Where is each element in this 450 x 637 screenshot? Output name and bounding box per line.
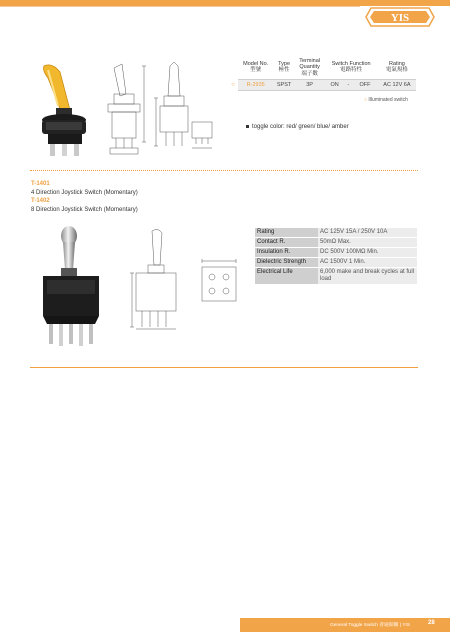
header-terminals: Terminal Quantity 端子數 (299, 58, 321, 77)
table-row (255, 268, 417, 285)
cell-type: SPST (273, 79, 294, 90)
footer-text: General Toggle Switch 普通開關 | YIS (330, 623, 411, 628)
rating-key: Electrical Life (255, 268, 318, 285)
rating-key: Dielectric Strength (255, 258, 318, 268)
product2-rating-table (255, 228, 417, 285)
table-row (255, 238, 417, 248)
toggle-switch-drawing (100, 58, 230, 158)
cell-function-3: OFF (352, 79, 378, 90)
cell-terminals: 3P (295, 79, 325, 90)
rating-key: Insulation R. (255, 248, 318, 258)
joystick-switch-drawing (122, 225, 252, 335)
product2-titles (31, 180, 138, 214)
rating-key: Rating (255, 228, 318, 238)
cell-model: R-2935 (238, 79, 273, 90)
rating-value: 50mΩ Max. (318, 238, 417, 248)
illuminated-note (364, 97, 408, 103)
cell-rating: AC 12V 6A (378, 79, 416, 90)
joystick-switch-photo (33, 222, 113, 352)
row-bullet-icon: ○ (228, 79, 238, 90)
header-rule (0, 6, 360, 7)
table-row (255, 258, 417, 268)
illuminated-note-text: Illuminated switch (368, 97, 408, 103)
header-rating: Rating 電氣規格 (385, 61, 408, 74)
table-row (228, 79, 416, 90)
header-type: Type 極性 (278, 61, 291, 74)
header-model: Model No. 型號 (243, 61, 269, 74)
color-note (246, 124, 349, 130)
section-divider (30, 170, 418, 171)
rating-value: DC 500V 100MΩ Min. (318, 248, 417, 258)
rating-value: AC 1500V 1 Min. (318, 258, 417, 268)
section-divider-bottom (30, 367, 418, 368)
square-bullet-icon (246, 125, 249, 128)
table-row (255, 248, 417, 258)
product1-spec-table (228, 56, 416, 91)
color-note-text: toggle color: red/ green/ blue/ amber (252, 124, 349, 130)
product-code: T-1402 (31, 198, 50, 204)
toggle-switch-photo (30, 60, 98, 160)
rating-key: Contact R. (255, 238, 318, 248)
rating-value: 6,000 make and break cycles at full load (318, 268, 417, 285)
product-code: T-1401 (31, 181, 50, 187)
table-row (255, 228, 417, 238)
product-description: 4 Direction Joystick Switch (Momentary) (31, 189, 138, 196)
bullet-col (228, 56, 238, 79)
circle-icon: ○ (364, 97, 368, 103)
product-description: 8 Direction Joystick Switch (Momentary) (31, 206, 138, 213)
yis-logo (365, 4, 435, 30)
logo-text: YIS (390, 12, 410, 24)
page-number: 28 (428, 620, 435, 626)
cell-function-2: - (345, 79, 353, 90)
cell-function-1: ON (325, 79, 345, 90)
header-function: Switch Function 電路特性 (331, 61, 371, 74)
rating-value: AC 125V 15A / 250V 10A (318, 228, 417, 238)
